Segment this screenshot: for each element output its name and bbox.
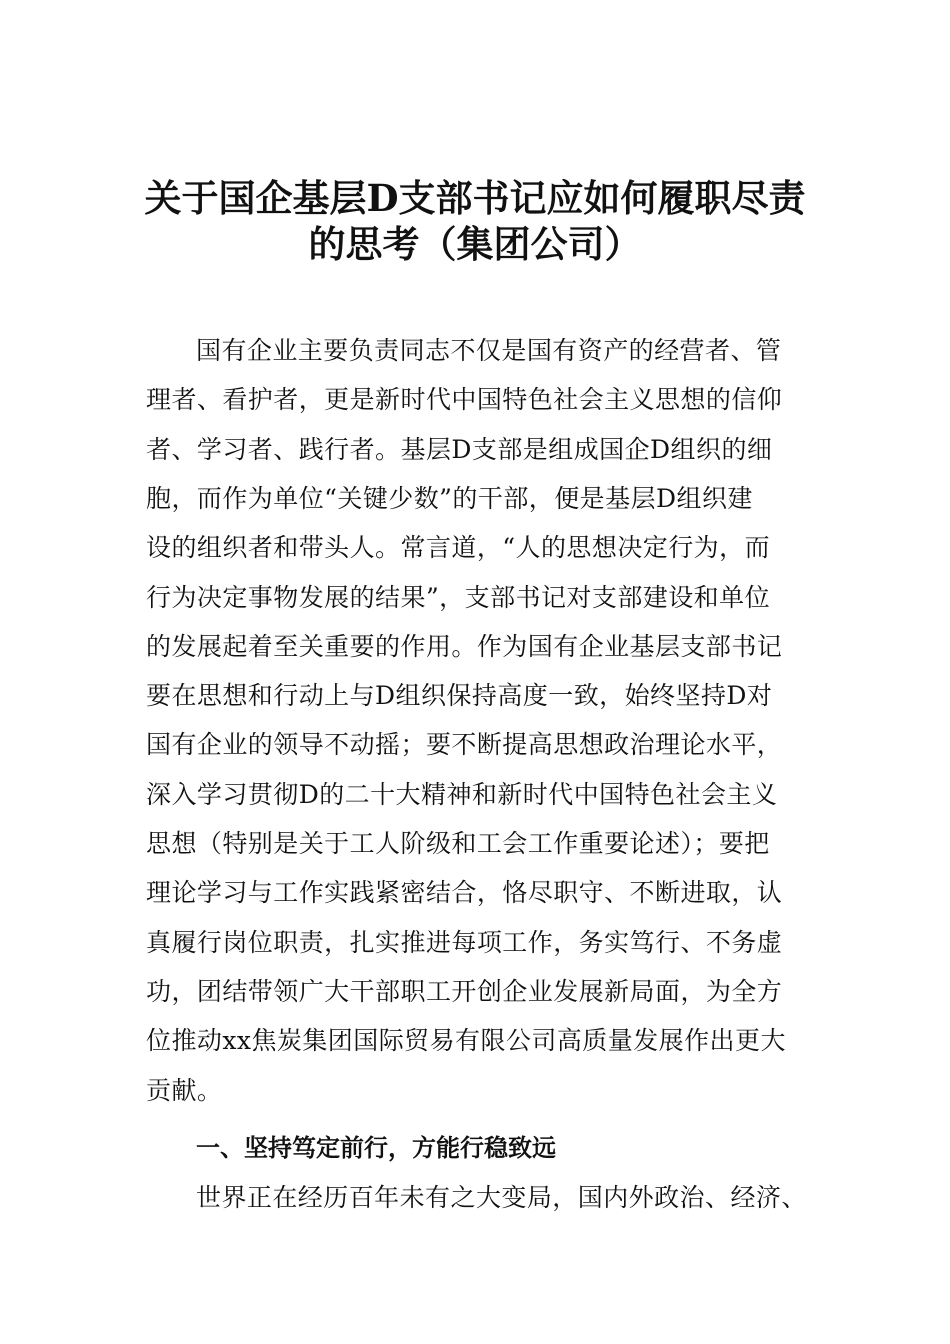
paragraph-line: 世界正在经历百年未有之大变局，国内外政治、经济、 <box>196 1183 807 1212</box>
paragraph-line: 理者、看护者，更是新时代中国特色社会主义思想的信仰 <box>146 385 783 415</box>
document-title-line1: 关于国企基层D支部书记应如何履职尽责 <box>144 176 806 220</box>
paragraph-line: 的发展起着至关重要的作用。作为国有企业基层支部书记 <box>146 631 783 661</box>
paragraph-line: 深入学习贯彻D的二十大精神和新时代中国特色社会主义 <box>146 779 778 809</box>
paragraph-line: 胞，而作为单位“关键少数”的干部，便是基层D组织建 <box>146 483 753 513</box>
paragraph-line: 理论学习与工作实践紧密结合，恪尽职守、不断进取，认 <box>146 878 783 908</box>
section-heading: 一、坚持笃定前行，方能行稳致远 <box>196 1134 556 1162</box>
paragraph-line: 贡献。 <box>146 1075 223 1105</box>
paragraph-line: 功，团结带领广大干部职工开创企业发展新局面，为全方 <box>146 976 783 1006</box>
document-title-line2: 的思考（集团公司） <box>308 222 642 266</box>
paragraph-line: 真履行岗位职责，扎实推进每项工作，务实笃行、不务虚 <box>146 927 783 957</box>
paragraph-line: 行为决定事物发展的结果”，支部书记对支部建设和单位 <box>146 582 771 612</box>
paragraph-line: 国有企业主要负责同志不仅是国有资产的经营者、管 <box>196 336 782 365</box>
paragraph-line: 国有企业的领导不动摇；要不断提高思想政治理论水平， <box>146 730 783 760</box>
paragraph-line: 位推动xx焦炭集团国际贸易有限公司高质量发展作出更大 <box>146 1026 786 1056</box>
paragraph-line: 者、学习者、践行者。基层D支部是组成国企D组织的细 <box>146 434 773 464</box>
paragraph-line: 思想（特别是关于工人阶级和工会工作重要论述）；要把 <box>146 829 770 858</box>
paragraph-line: 要在思想和行动上与D组织保持高度一致，始终坚持D对 <box>146 681 773 711</box>
paragraph-line: 设的组织者和带头人。常言道，“人的思想决定行为，而 <box>146 533 771 563</box>
